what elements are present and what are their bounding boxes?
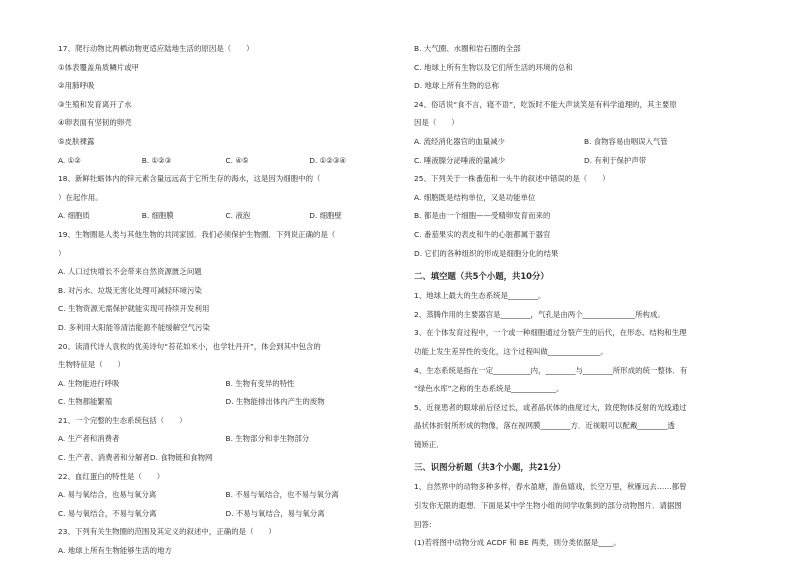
- figure-q1-cont: 引发你无限的遐想．下面是某中学生物小组的同学收集到的部分动物图片．请据图: [414, 501, 682, 511]
- figure-q1-cont2: 回答：: [414, 519, 437, 529]
- question-24-stem-cont: 因是（ ）: [414, 118, 459, 128]
- q19-option-b: B. 对污水、垃圾无害化处理可减轻环境污染: [58, 285, 202, 295]
- question-24-stem: 24、俗话说“食不言，寝不语”，吃饭时不能大声谈笑是有科学道理的，其主要原: [414, 99, 677, 109]
- q19-option-c: C. 生物资源无需保护就能实现可持续开发利用: [58, 304, 210, 314]
- q21-option-d: D. 食物链和食物网: [149, 453, 213, 463]
- q17-item-2: ②用肺呼吸: [58, 81, 95, 91]
- q17-item-1: ①体表覆盖角质鳞片或甲: [58, 62, 140, 72]
- fill-q5-cont: 晶状体折射所形成的物像，落在视网膜________方．近视眼可以配戴________透: [414, 421, 675, 431]
- fill-q3-cont: 功能上发生差异性的变化，这个过程叫做______________。: [414, 346, 608, 356]
- q25-option-b: B. 都是由一个细胞——受精卵发育而来的: [414, 211, 551, 221]
- q24-option-d: D. 有利于保护声带: [584, 155, 647, 165]
- section-3-title: 三、识图分析题（共3个小题，共21分）: [414, 462, 566, 473]
- figure-q1-sub1: (1)若将图中动物分成 ACDF 和 BE 两类，则分类依据是____。: [414, 538, 621, 548]
- q17-item-5: ⑤皮肤裸露: [58, 136, 95, 146]
- q23-option-a: A. 地球上所有生物能够生活的地方: [58, 546, 172, 556]
- q24-options-row1: [414, 133, 754, 152]
- q17-option-c: C. ④⑤: [225, 155, 249, 165]
- q20-option-c: C. 生物都能繁殖: [58, 397, 113, 407]
- question-20-stem-cont: 生物特征是（ ）: [58, 360, 125, 370]
- q23-option-d: D. 地球上所有生物的总称: [414, 81, 499, 91]
- question-17-stem: 17、爬行动物比两栖动物更适应陆地生活的原因是（ ）: [58, 44, 254, 53]
- q18-option-c: C. 液泡: [225, 211, 251, 221]
- q22-option-b: B. 不易与氧结合，也不易与氧分离: [225, 490, 339, 500]
- q20-option-a: A. 生物能进行呼吸: [58, 378, 120, 388]
- q17-option-b: B. ①②③: [141, 155, 172, 165]
- q22-option-a: A. 易与氧结合，也易与氧分离: [58, 490, 157, 500]
- q18-option-a: A. 细胞质: [58, 211, 90, 221]
- q22-options-row2: [58, 505, 393, 524]
- q22-options-row1: [58, 486, 393, 505]
- q20-option-d: D. 生物能排出体内产生的废物: [225, 397, 325, 407]
- q23-option-c: C. 地球上所有生物以及它们所生活的环境的总和: [414, 62, 573, 72]
- q17-item-4: ④卵表面有坚韧的卵壳: [58, 118, 132, 128]
- figure-q1: 1、自然界中的动物多种多样，春水盈塘，游鱼嬉戏，长空万里，秋雁远去……都曾: [414, 482, 687, 492]
- q17-option-d: D. ①②③④: [309, 155, 347, 165]
- fill-q2: 2、蒸腾作用的主要器官是________，气孔是由两个______________所构成。: [414, 309, 665, 319]
- question-21-stem: 21、一个完整的生态系统包括（ ）: [58, 415, 187, 425]
- q23-option-b: B. 大气圈、水圈和岩石圈的全部: [414, 44, 521, 53]
- q24-option-b: B. 食物容易由咽误入气管: [584, 136, 668, 146]
- fill-q4: 4、生态系统是指在一定__________内，________与________所形成的统一整体．有: [414, 365, 688, 375]
- q21-options-row1: [58, 430, 393, 449]
- q19-option-a: A. 人口过快增长不会带来自然资源匮乏问题: [58, 267, 202, 277]
- right-column: [414, 40, 754, 553]
- q25-option-d: D. 它们的各种组织的形成是细胞分化的结果: [414, 248, 559, 258]
- q20-options-row1: [58, 375, 393, 394]
- fill-q1: 1、地球上最大的生态系统是________。: [414, 291, 546, 301]
- q24-option-c: C. 唾液腺分泌唾液的量减少: [414, 155, 506, 165]
- fill-q5: 5、近视患者的眼球前后径过长，或者晶状体的曲度过大，致使物体反射的光线通过: [414, 402, 687, 412]
- q22-option-c: C. 易与氧结合，不易与氧分离: [58, 508, 157, 518]
- question-22-stem: 22、血红蛋白的特性是（ ）: [58, 471, 165, 481]
- q17-options: [58, 152, 393, 171]
- q20-option-b: B. 生物有变异的特性: [225, 378, 295, 388]
- q25-option-c: C. 番茄果实的表皮和牛的心脏都属于器官: [414, 229, 551, 239]
- question-19-stem-cont: ）: [58, 248, 66, 258]
- fill-q5-cont2: 镜矫正．: [414, 439, 444, 449]
- fill-q4-cont: “绿色水库”之称的生态系统是____________。: [414, 384, 564, 394]
- left-column: [58, 40, 393, 561]
- q21-option-b: B. 生物部分和非生物部分: [225, 434, 310, 444]
- question-25-stem: 25、下列关于一株番茄和一头牛的叙述中错误的是（ ）: [414, 174, 610, 184]
- question-20-stem: 20、读清代诗人袁枚的优美诗句“苔花如米小，也学牡丹开”，体会到其中包含的: [58, 341, 321, 351]
- q21-option-c: C. 生产者、消费者和分解者: [58, 453, 150, 463]
- q17-item-3: ③生殖和发育离开了水: [58, 99, 132, 109]
- q21-option-a: A. 生产者和消费者: [58, 434, 120, 444]
- q18-option-b: B. 细胞膜: [141, 211, 174, 221]
- q22-option-d: D. 不易与氧结合，易与氧分离: [225, 508, 325, 518]
- q18-option-d: D. 细胞壁: [309, 211, 342, 221]
- q20-options-row2: [58, 393, 393, 412]
- q24-options-row2: [414, 152, 754, 171]
- question-18-stem-cont: ）在起作用。: [58, 192, 103, 202]
- q17-option-a: A. ①②: [58, 155, 81, 165]
- question-19-stem: 19、生物圈是人类与其他生物的共同家园．我们必须保护生物圈．下列说正确的是（: [58, 229, 336, 239]
- q19-option-d: D. 多利用大阳能等清洁能源不能缓解空气污染: [58, 322, 210, 332]
- fill-q3: 3、在个体发育过程中，一个或一种细胞通过分裂产生的后代，在形态、结构和生理: [414, 328, 687, 338]
- question-18-stem: 18、新鲜牡蛎体内的锌元素含量远远高于它所生存的海水，这是因为细胞中的（: [58, 174, 321, 184]
- section-2-title: 二、填空题（共5个小题，共10分）: [414, 271, 549, 282]
- q24-option-a: A. 流经消化器官的血量减少: [414, 136, 505, 146]
- q21-options-row2: [58, 449, 393, 468]
- question-23-stem: 23、下列有关生物圈的范围及其定义的叙述中，正确的是（ ）: [58, 527, 276, 537]
- q18-options: [58, 207, 393, 226]
- q25-option-a: A. 细胞既是结构单位，又是功能单位: [414, 192, 536, 202]
